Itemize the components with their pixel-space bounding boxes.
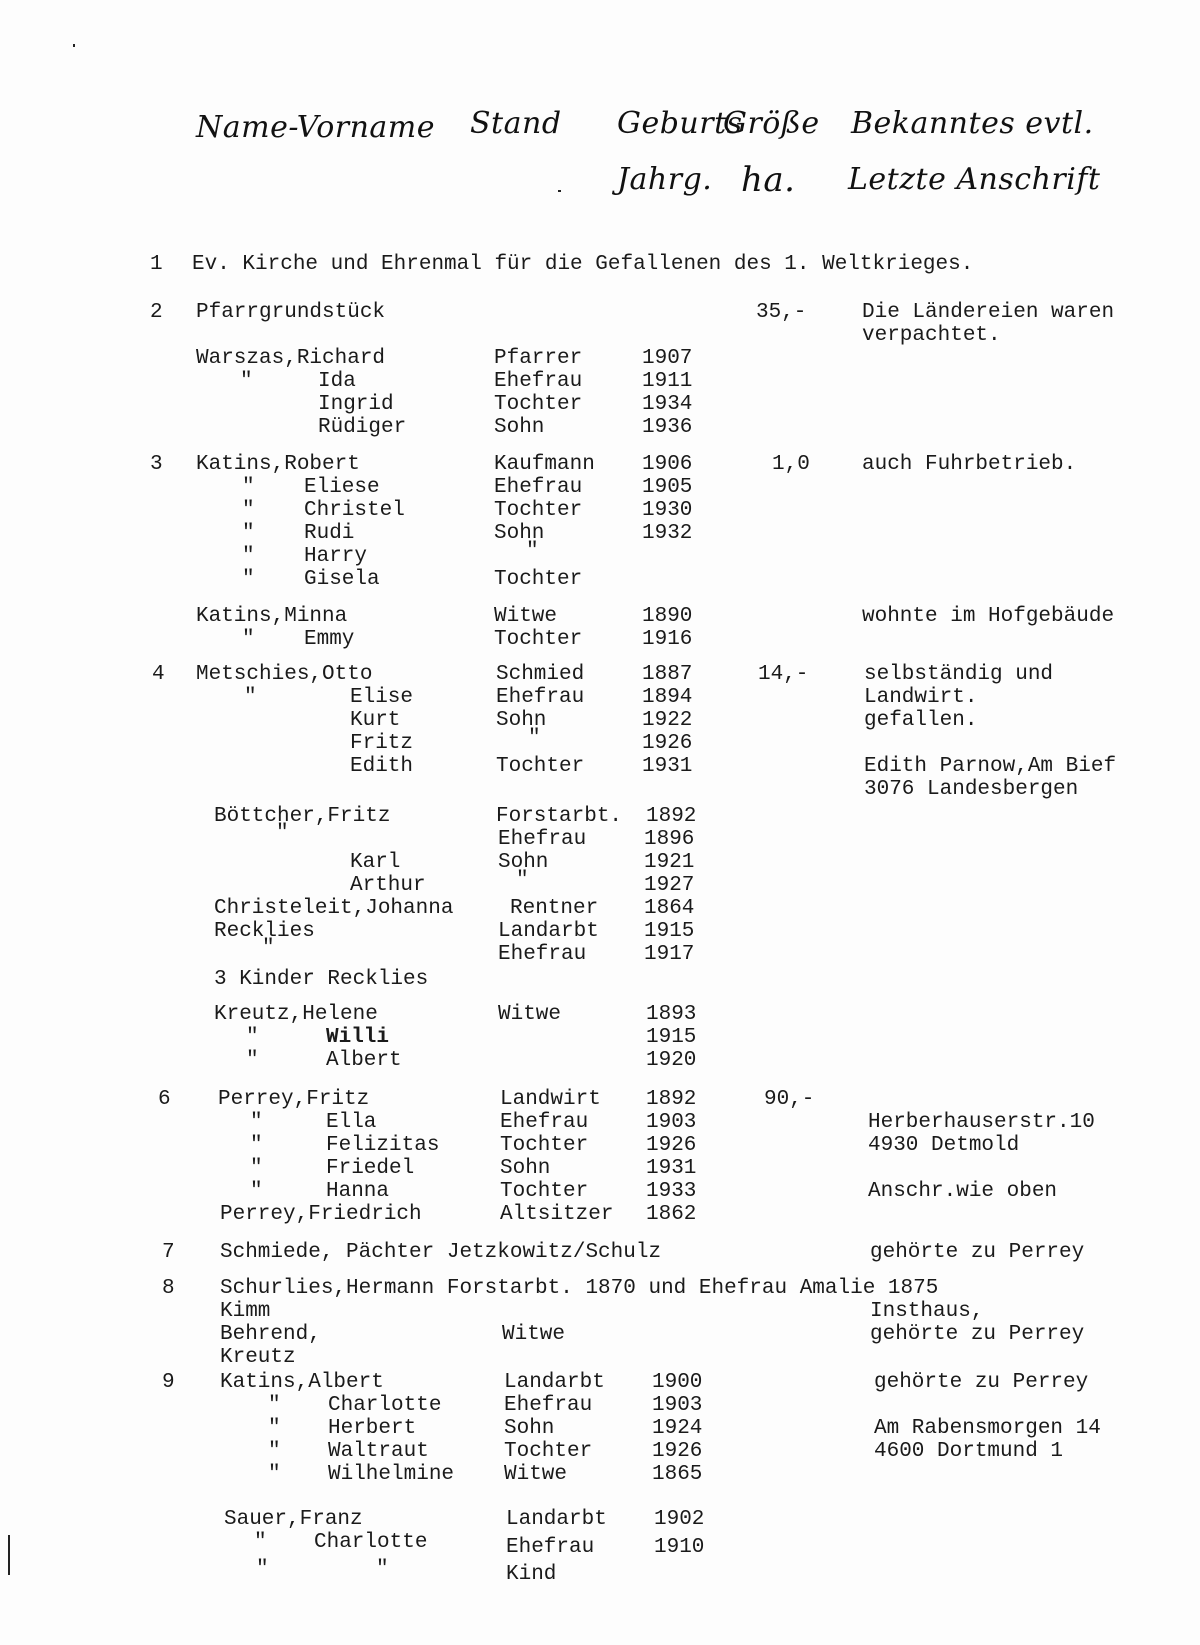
entry-note: Edith Parnow,Am Bief (864, 755, 1117, 778)
header-ha: ha. (741, 160, 796, 200)
person-year: 1924 (652, 1417, 703, 1440)
ditto-mark: " (268, 1394, 281, 1417)
person-year: 1890 (642, 605, 693, 628)
person-name: Herbert (328, 1417, 417, 1440)
header-bekanntes: Bekanntes evtl. (851, 106, 1094, 141)
entry-note: auch Fuhrbetrieb. (862, 453, 1077, 476)
entry-text: Ev. Kirche und Ehrenmal für die Gefallenen des 1. Weltkrieges. (192, 253, 974, 276)
entry-note: Anschr.wie oben (868, 1180, 1058, 1203)
person-stand: Sohn (496, 709, 547, 732)
person-year: 1915 (646, 1026, 697, 1049)
person-name: Waltraut (328, 1440, 429, 1463)
person-stand: Sohn (498, 851, 549, 874)
entry-number: 7 (162, 1241, 175, 1264)
person-stand: Tochter (494, 499, 583, 522)
ditto-mark: " (268, 1417, 281, 1440)
person-name: Charlotte (328, 1394, 442, 1417)
person-year: 1902 (654, 1508, 705, 1531)
ditto-mark: " (276, 822, 289, 845)
person-year: 1892 (646, 1088, 697, 1111)
person-name: Harry (304, 545, 368, 568)
person-stand: Ehefrau (496, 686, 585, 709)
person-stand: Sohn (504, 1417, 555, 1440)
person-year: 1926 (646, 1134, 697, 1157)
person-name: Eliese (304, 476, 380, 499)
person-stand: Ehefrau (506, 1536, 595, 1559)
person-name: Ida (318, 370, 356, 393)
entry-note: gefallen. (864, 709, 978, 732)
person-year: 1896 (644, 828, 695, 851)
ditto-mark: " (244, 686, 257, 709)
entry-number: 3 (150, 453, 163, 476)
person-year: 1933 (646, 1180, 697, 1203)
person-stand: Ehefrau (504, 1394, 593, 1417)
person-stand: Tochter (494, 628, 583, 651)
person-stand: Witwe (494, 605, 558, 628)
person-stand: Ehefrau (498, 828, 587, 851)
scan-mark (8, 1535, 10, 1575)
ditto-mark: " (376, 1558, 389, 1581)
person-stand: Schmied (496, 663, 585, 686)
entry-size: 1,0 (772, 453, 810, 476)
person-name: Hanna (326, 1180, 390, 1203)
person-name: Rüdiger (318, 416, 407, 439)
person-stand: Landarbt (506, 1508, 607, 1531)
person-stand: Sohn (494, 522, 545, 545)
header-name: Name-Vorname (196, 110, 436, 145)
person-name: Willi (326, 1026, 390, 1049)
ditto-mark: " (528, 727, 541, 750)
ditto-mark: " (242, 522, 255, 545)
person-name: Elise (350, 686, 414, 709)
entry-note: verpachtet. (862, 324, 1001, 347)
person-year: 1932 (642, 522, 693, 545)
person-year: 1936 (642, 416, 693, 439)
person-stand: Tochter (494, 393, 583, 416)
ditto-mark: " (262, 937, 275, 960)
ditto-mark: " (526, 540, 539, 563)
ditto-mark: " (254, 1531, 267, 1554)
person-stand: Landwirt (500, 1088, 601, 1111)
ditto-mark: " (246, 1049, 259, 1072)
ditto-mark: " (516, 869, 529, 892)
person-year: 1911 (642, 370, 693, 393)
person-year: 1920 (646, 1049, 697, 1072)
person-name: Recklies (214, 920, 315, 943)
ditto-mark: " (256, 1558, 269, 1581)
person-name: Rudi (304, 522, 355, 545)
person-stand: Landarbt (498, 920, 599, 943)
person-name: Friedel (326, 1157, 415, 1180)
person-name: Emmy (304, 628, 355, 651)
person-year: 1903 (646, 1111, 697, 1134)
person-stand: Ehefrau (498, 943, 587, 966)
person-name: Böttcher,Fritz (214, 805, 391, 828)
person-name: Arthur (350, 874, 426, 897)
person-name: Katins,Minna (196, 605, 348, 628)
person-name: Katins,Robert (196, 453, 360, 476)
person-year: 1921 (644, 851, 695, 874)
ditto-mark: " (242, 628, 255, 651)
person-year: 1910 (654, 1536, 705, 1559)
entry-number: 8 (162, 1277, 175, 1300)
person-year: 1917 (644, 943, 695, 966)
header-stand: Stand (470, 106, 562, 141)
person-year: 1906 (642, 453, 693, 476)
ditto-mark: " (246, 1026, 259, 1049)
person-name: Fritz (350, 732, 414, 755)
person-name: Katins,Albert (220, 1371, 384, 1394)
person-year: 1894 (642, 686, 693, 709)
header-anschrift: Letzte Anschrift (848, 162, 1101, 197)
ditto-mark: " (268, 1463, 281, 1486)
person-year: 1915 (644, 920, 695, 943)
entry-note: gehörte zu Perrey (870, 1323, 1085, 1346)
person-year: 1916 (642, 628, 693, 651)
person-stand: Witwe (502, 1323, 566, 1346)
entry-note: Herberhauserstr.10 (868, 1111, 1095, 1134)
person-year: 1905 (642, 476, 693, 499)
person-stand: Forstarbt. (496, 805, 623, 828)
ditto-mark: " (250, 1180, 263, 1203)
ditto-mark: " (242, 568, 255, 591)
person-stand: Tochter (500, 1180, 589, 1203)
person-year: 1934 (642, 393, 693, 416)
person-stand: Altsitzer (500, 1203, 614, 1226)
entry-number: 2 (150, 301, 163, 324)
person-year: 1900 (652, 1371, 703, 1394)
person-name: Charlotte (314, 1531, 428, 1554)
person-year: 1892 (646, 805, 697, 828)
person-stand: Kind (506, 1563, 557, 1586)
entry-note: gehörte zu Perrey (870, 1241, 1085, 1264)
entry-note: 3076 Landesbergen (864, 778, 1079, 801)
ditto-mark: " (240, 370, 253, 393)
person-name: Karl (350, 851, 401, 874)
entry-note: Insthaus, (870, 1300, 984, 1323)
entry-number: 6 (158, 1088, 171, 1111)
person-name: Kimm (220, 1300, 271, 1323)
person-year: 1930 (642, 499, 693, 522)
ditto-mark: " (268, 1440, 281, 1463)
header-jahrg: Jahrg. (617, 162, 713, 197)
entry-note: Am Rabensmorgen 14 (874, 1417, 1101, 1440)
ditto-mark: " (242, 499, 255, 522)
person-stand: Sohn (494, 416, 545, 439)
person-stand: Kaufmann (494, 453, 595, 476)
person-name: Metschies,Otto (196, 663, 373, 686)
entry-note: 4600 Dortmund 1 (874, 1440, 1064, 1463)
entry-text: Pfarrgrundstück (196, 301, 386, 324)
person-stand: Tochter (496, 755, 585, 778)
person-year: 1893 (646, 1003, 697, 1026)
person-name: Edith (350, 755, 414, 778)
entry-note: Die Ländereien waren (862, 301, 1115, 324)
person-year: 1926 (642, 732, 693, 755)
person-stand: Ehefrau (494, 370, 583, 393)
entry-note: selbständig und (864, 663, 1054, 686)
entry-note: wohnte im Hofgebäude (862, 605, 1115, 628)
person-year: 1922 (642, 709, 693, 732)
person-name: Perrey,Fritz (218, 1088, 370, 1111)
person-year: 1865 (652, 1463, 703, 1486)
person-year: 1903 (652, 1394, 703, 1417)
entry-note: 4930 Detmold (868, 1134, 1020, 1157)
person-name: Warszas,Richard (196, 347, 386, 370)
person-year: 1926 (652, 1440, 703, 1463)
entry-note: gehörte zu Perrey (874, 1371, 1089, 1394)
person-name: Sauer,Franz (224, 1508, 363, 1531)
ditto-mark: " (242, 476, 255, 499)
person-year: 1927 (644, 874, 695, 897)
person-year: 1931 (646, 1157, 697, 1180)
ditto-mark: " (250, 1157, 263, 1180)
entry-size: 90,- (764, 1088, 815, 1111)
entry-text: Schurlies,Hermann Forstarbt. 1870 und Ehefrau Amalie 1875 (220, 1277, 939, 1300)
person-name: Kreutz (220, 1346, 296, 1369)
ditto-mark: " (250, 1134, 263, 1157)
person-stand: Rentner (510, 897, 599, 920)
ditto-mark: " (242, 545, 255, 568)
header-geburts: Geburts (617, 106, 743, 141)
entry-number: 1 (150, 253, 163, 276)
person-stand: Ehefrau (494, 476, 583, 499)
person-name: Christeleit,Johanna (214, 897, 454, 920)
entry-note: Landwirt. (864, 686, 978, 709)
scan-mark (558, 190, 561, 192)
person-name: Christel (304, 499, 405, 522)
person-name: Ella (326, 1111, 377, 1134)
entry-size: 35,- (756, 301, 807, 324)
person-stand: Tochter (504, 1440, 593, 1463)
entry-number: 9 (162, 1371, 175, 1394)
person-name: Kurt (350, 709, 401, 732)
entry-text: Schmiede, Pächter Jetzkowitz/Schulz (220, 1241, 662, 1264)
person-stand: Sohn (500, 1157, 551, 1180)
person-stand: Tochter (494, 568, 583, 591)
person-name: Gisela (304, 568, 380, 591)
person-name: Behrend, (220, 1323, 321, 1346)
person-name: Felizitas (326, 1134, 440, 1157)
scan-mark (73, 44, 75, 47)
entry-size: 14,- (758, 663, 809, 686)
entry-number: 4 (152, 663, 165, 686)
person-name: Perrey,Friedrich (220, 1203, 422, 1226)
person-name: Wilhelmine (328, 1463, 455, 1486)
person-stand: Witwe (498, 1003, 562, 1026)
person-stand: Tochter (500, 1134, 589, 1157)
person-stand: Pfarrer (494, 347, 583, 370)
person-stand: Landarbt (504, 1371, 605, 1394)
person-name: Ingrid (318, 393, 394, 416)
person-year: 1887 (642, 663, 693, 686)
person-name: Kreutz,Helene (214, 1003, 378, 1026)
entry-text: 3 Kinder Recklies (214, 968, 429, 991)
person-year: 1864 (644, 897, 695, 920)
ditto-mark: " (250, 1111, 263, 1134)
person-name: Albert (326, 1049, 402, 1072)
person-year: 1931 (642, 755, 693, 778)
person-stand: Ehefrau (500, 1111, 589, 1134)
person-stand: Witwe (504, 1463, 568, 1486)
header-groesse: Größe (723, 106, 820, 141)
person-year: 1862 (646, 1203, 697, 1226)
person-year: 1907 (642, 347, 693, 370)
